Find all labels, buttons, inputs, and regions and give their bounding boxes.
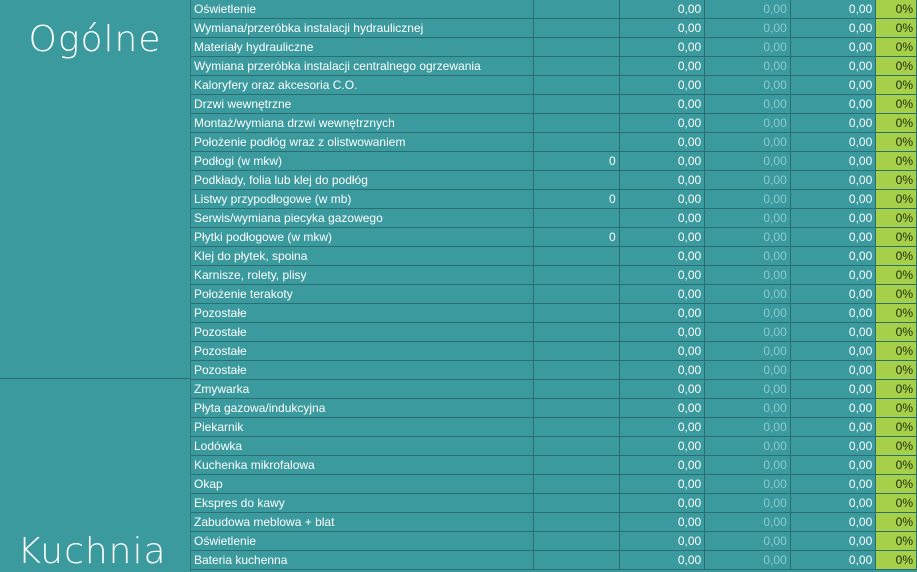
value-cell[interactable]: 0,00	[790, 494, 876, 513]
quantity-cell[interactable]: 0	[534, 228, 620, 247]
table-row	[191, 304, 917, 323]
table-row	[191, 152, 917, 171]
table-row	[191, 323, 917, 342]
percent-cell[interactable]: 0%	[876, 437, 917, 456]
item-name-cell[interactable]: Karnisze, rolety, plisy	[191, 266, 534, 285]
item-name-cell[interactable]: Materiały hydrauliczne	[191, 38, 534, 57]
percent-cell[interactable]: 0%	[876, 285, 917, 304]
item-name-cell[interactable]: Pozostałe	[191, 323, 534, 342]
value-cell[interactable]: 0,00	[790, 171, 876, 190]
quantity-cell[interactable]	[534, 380, 620, 399]
quantity-cell[interactable]	[534, 209, 620, 228]
value-cell[interactable]: 0,00	[705, 0, 791, 19]
section-label-ogolne: Ogólne	[28, 19, 162, 60]
value-cell[interactable]: 0,00	[705, 266, 791, 285]
value-cell[interactable]: 0,00	[705, 304, 791, 323]
value-cell[interactable]: 0,00	[705, 57, 791, 76]
percent-cell[interactable]: 0%	[876, 304, 917, 323]
value-cell[interactable]: 0,00	[705, 494, 791, 513]
value-cell[interactable]: 0,00	[619, 304, 705, 323]
item-name-cell[interactable]: Montaż/wymiana drzwi wewnętrznych	[191, 114, 534, 133]
value-cell[interactable]: 0,00	[619, 342, 705, 361]
value-cell[interactable]: 0,00	[705, 437, 791, 456]
quantity-cell[interactable]	[534, 171, 620, 190]
value-cell[interactable]: 0,00	[705, 532, 791, 551]
value-cell[interactable]: 0,00	[790, 228, 876, 247]
percent-cell[interactable]: 0%	[876, 551, 917, 570]
percent-cell[interactable]: 0%	[876, 76, 917, 95]
value-cell[interactable]: 0,00	[790, 323, 876, 342]
value-cell[interactable]: 0,00	[619, 399, 705, 418]
cost-table-body	[191, 0, 917, 570]
table-row	[191, 551, 917, 570]
percent-cell[interactable]: 0%	[876, 57, 917, 76]
value-cell[interactable]: 0,00	[705, 190, 791, 209]
table-row	[191, 209, 917, 228]
percent-cell[interactable]: 0%	[876, 513, 917, 532]
item-name-cell[interactable]: Płyta gazowa/indukcyjna	[191, 399, 534, 418]
percent-cell[interactable]: 0%	[876, 95, 917, 114]
value-cell[interactable]: 0,00	[619, 475, 705, 494]
value-cell[interactable]: 0,00	[619, 152, 705, 171]
percent-cell[interactable]: 0%	[876, 247, 917, 266]
item-name-cell[interactable]: Pozostałe	[191, 342, 534, 361]
item-name-cell[interactable]: Piekarnik	[191, 418, 534, 437]
value-cell[interactable]: 0,00	[619, 532, 705, 551]
item-name-cell[interactable]: Płytki podłogowe (w mkw)	[191, 228, 534, 247]
item-name-cell[interactable]: Wymiana/przeróbka instalacji hydraulicznej	[191, 19, 534, 38]
percent-cell[interactable]: 0%	[876, 19, 917, 38]
percent-cell[interactable]: 0%	[876, 0, 917, 19]
percent-cell[interactable]: 0%	[876, 171, 917, 190]
item-name-cell[interactable]: Pozostałe	[191, 304, 534, 323]
value-cell[interactable]: 0,00	[705, 76, 791, 95]
item-name-cell[interactable]: Serwis/wymiana piecyka gazowego	[191, 209, 534, 228]
value-cell[interactable]: 0,00	[619, 228, 705, 247]
table-row	[191, 513, 917, 532]
value-cell[interactable]: 0,00	[790, 266, 876, 285]
value-cell[interactable]: 0,00	[705, 247, 791, 266]
value-cell[interactable]: 0,00	[790, 0, 876, 19]
value-cell[interactable]: 0,00	[619, 76, 705, 95]
value-cell[interactable]: 0,00	[619, 95, 705, 114]
table-row	[191, 437, 917, 456]
item-name-cell[interactable]: Kaloryfery oraz akcesoria C.O.	[191, 76, 534, 95]
value-cell[interactable]: 0,00	[705, 342, 791, 361]
percent-cell[interactable]: 0%	[876, 152, 917, 171]
table-row	[191, 57, 917, 76]
value-cell[interactable]: 0,00	[619, 247, 705, 266]
percent-cell[interactable]: 0%	[876, 38, 917, 57]
percent-cell[interactable]: 0%	[876, 228, 917, 247]
table-row	[191, 95, 917, 114]
value-cell[interactable]: 0,00	[705, 38, 791, 57]
value-cell[interactable]: 0,00	[790, 152, 876, 171]
percent-cell[interactable]: 0%	[876, 456, 917, 475]
section-divider	[0, 378, 191, 379]
value-cell[interactable]: 0,00	[790, 532, 876, 551]
value-cell[interactable]: 0,00	[790, 57, 876, 76]
value-cell[interactable]: 0,00	[705, 551, 791, 570]
percent-cell[interactable]: 0%	[876, 114, 917, 133]
value-cell[interactable]: 0,00	[705, 228, 791, 247]
percent-cell[interactable]: 0%	[876, 380, 917, 399]
table-row	[191, 171, 917, 190]
percent-cell[interactable]: 0%	[876, 323, 917, 342]
value-cell[interactable]: 0,00	[705, 209, 791, 228]
value-cell[interactable]: 0,00	[705, 380, 791, 399]
quantity-cell[interactable]	[534, 399, 620, 418]
value-cell[interactable]: 0,00	[705, 361, 791, 380]
value-cell[interactable]: 0,00	[705, 399, 791, 418]
value-cell[interactable]: 0,00	[619, 551, 705, 570]
item-name-cell[interactable]: Listwy przypodłogowe (w mb)	[191, 190, 534, 209]
value-cell[interactable]: 0,00	[619, 437, 705, 456]
value-cell[interactable]: 0,00	[619, 19, 705, 38]
item-name-cell[interactable]: Ekspres do kawy	[191, 494, 534, 513]
item-name-cell[interactable]: Lodówka	[191, 437, 534, 456]
percent-cell[interactable]: 0%	[876, 190, 917, 209]
quantity-cell[interactable]	[534, 266, 620, 285]
quantity-cell[interactable]	[534, 19, 620, 38]
value-cell[interactable]: 0,00	[705, 456, 791, 475]
table-row	[191, 228, 917, 247]
item-name-cell[interactable]: Położenie terakoty	[191, 285, 534, 304]
table-row	[191, 361, 917, 380]
value-cell[interactable]: 0,00	[619, 190, 705, 209]
table-row	[191, 532, 917, 551]
table-row	[191, 456, 917, 475]
value-cell[interactable]: 0,00	[790, 475, 876, 494]
quantity-cell[interactable]	[534, 285, 620, 304]
value-cell[interactable]: 0,00	[705, 152, 791, 171]
value-cell[interactable]: 0,00	[790, 133, 876, 152]
quantity-cell[interactable]	[534, 133, 620, 152]
value-cell[interactable]: 0,00	[619, 285, 705, 304]
item-name-cell[interactable]: Okap	[191, 475, 534, 494]
quantity-cell[interactable]	[534, 532, 620, 551]
value-cell[interactable]: 0,00	[619, 57, 705, 76]
value-cell[interactable]: 0,00	[619, 266, 705, 285]
item-name-cell[interactable]: Położenie podłóg wraz z olistwowaniem	[191, 133, 534, 152]
value-cell[interactable]: 0,00	[790, 304, 876, 323]
value-cell[interactable]: 0,00	[705, 171, 791, 190]
value-cell[interactable]: 0,00	[705, 19, 791, 38]
quantity-cell[interactable]: 0	[534, 152, 620, 171]
percent-cell[interactable]: 0%	[876, 399, 917, 418]
quantity-cell[interactable]	[534, 304, 620, 323]
item-name-cell[interactable]: Drzwi wewnętrzne	[191, 95, 534, 114]
item-name-cell[interactable]: Pozostałe	[191, 361, 534, 380]
value-cell[interactable]: 0,00	[705, 418, 791, 437]
value-cell[interactable]: 0,00	[790, 418, 876, 437]
quantity-cell[interactable]	[534, 38, 620, 57]
value-cell[interactable]: 0,00	[619, 209, 705, 228]
item-name-cell[interactable]: Bateria kuchenna	[191, 551, 534, 570]
percent-cell[interactable]: 0%	[876, 342, 917, 361]
cost-table	[191, 0, 917, 570]
quantity-cell[interactable]	[534, 247, 620, 266]
item-name-cell[interactable]: Podkłady, folia lub klej do podłóg	[191, 171, 534, 190]
table-row	[191, 133, 917, 152]
value-cell[interactable]: 0,00	[790, 114, 876, 133]
value-cell[interactable]: 0,00	[619, 418, 705, 437]
value-cell[interactable]: 0,00	[790, 399, 876, 418]
percent-cell[interactable]: 0%	[876, 133, 917, 152]
section-label-kuchnia: Kuchnia	[17, 531, 167, 572]
value-cell[interactable]: 0,00	[790, 95, 876, 114]
percent-cell[interactable]: 0%	[876, 532, 917, 551]
quantity-cell[interactable]	[534, 323, 620, 342]
table-row	[191, 285, 917, 304]
value-cell[interactable]: 0,00	[790, 361, 876, 380]
value-cell[interactable]: 0,00	[705, 475, 791, 494]
value-cell[interactable]: 0,00	[705, 513, 791, 532]
percent-cell[interactable]: 0%	[876, 418, 917, 437]
quantity-cell[interactable]: 0	[534, 190, 620, 209]
value-cell[interactable]: 0,00	[790, 380, 876, 399]
item-name-cell[interactable]: Wymiana przeróbka instalacji centralnego ogrzewania	[191, 57, 534, 76]
percent-cell[interactable]: 0%	[876, 209, 917, 228]
value-cell[interactable]: 0,00	[619, 361, 705, 380]
quantity-cell[interactable]	[534, 456, 620, 475]
value-cell[interactable]: 0,00	[619, 456, 705, 475]
value-cell[interactable]: 0,00	[790, 209, 876, 228]
quantity-cell[interactable]	[534, 418, 620, 437]
table-row	[191, 190, 917, 209]
quantity-cell[interactable]	[534, 494, 620, 513]
quantity-cell[interactable]	[534, 342, 620, 361]
value-cell[interactable]: 0,00	[619, 0, 705, 19]
value-cell[interactable]: 0,00	[705, 285, 791, 304]
value-cell[interactable]: 0,00	[790, 190, 876, 209]
item-name-cell[interactable]: Oświetlenie	[191, 532, 534, 551]
value-cell[interactable]: 0,00	[705, 114, 791, 133]
value-cell[interactable]: 0,00	[790, 19, 876, 38]
value-cell[interactable]: 0,00	[790, 513, 876, 532]
table-row	[191, 0, 917, 19]
value-cell[interactable]: 0,00	[619, 323, 705, 342]
quantity-cell[interactable]	[534, 437, 620, 456]
quantity-cell[interactable]	[534, 114, 620, 133]
value-cell[interactable]: 0,00	[705, 133, 791, 152]
quantity-cell[interactable]	[534, 513, 620, 532]
quantity-cell[interactable]	[534, 475, 620, 494]
percent-cell[interactable]: 0%	[876, 361, 917, 380]
value-cell[interactable]: 0,00	[619, 380, 705, 399]
table-row	[191, 247, 917, 266]
value-cell[interactable]: 0,00	[619, 513, 705, 532]
value-cell[interactable]: 0,00	[619, 171, 705, 190]
item-name-cell[interactable]: Oświetlenie	[191, 0, 534, 19]
value-cell[interactable]: 0,00	[619, 494, 705, 513]
table-row	[191, 494, 917, 513]
percent-cell[interactable]: 0%	[876, 475, 917, 494]
value-cell[interactable]: 0,00	[790, 38, 876, 57]
value-cell[interactable]: 0,00	[790, 76, 876, 95]
quantity-cell[interactable]	[534, 0, 620, 19]
value-cell[interactable]: 0,00	[619, 114, 705, 133]
table-row	[191, 342, 917, 361]
value-cell[interactable]: 0,00	[619, 38, 705, 57]
quantity-cell[interactable]	[534, 57, 620, 76]
value-cell[interactable]: 0,00	[790, 247, 876, 266]
item-name-cell[interactable]: Podłogi (w mkw)	[191, 152, 534, 171]
value-cell[interactable]: 0,00	[790, 456, 876, 475]
item-name-cell[interactable]: Zabudowa meblowa + blat	[191, 513, 534, 532]
table-row	[191, 418, 917, 437]
table-row	[191, 399, 917, 418]
quantity-cell[interactable]	[534, 76, 620, 95]
value-cell[interactable]: 0,00	[790, 285, 876, 304]
value-cell[interactable]: 0,00	[619, 133, 705, 152]
quantity-cell[interactable]	[534, 95, 620, 114]
value-cell[interactable]: 0,00	[705, 323, 791, 342]
table-row	[191, 38, 917, 57]
value-cell[interactable]: 0,00	[790, 437, 876, 456]
table-row	[191, 475, 917, 494]
table-row	[191, 19, 917, 38]
table-row	[191, 114, 917, 133]
quantity-cell[interactable]	[534, 551, 620, 570]
table-row	[191, 266, 917, 285]
value-cell[interactable]: 0,00	[790, 551, 876, 570]
item-name-cell[interactable]: Kuchenka mikrofalowa	[191, 456, 534, 475]
percent-cell[interactable]: 0%	[876, 266, 917, 285]
percent-cell[interactable]: 0%	[876, 494, 917, 513]
value-cell[interactable]: 0,00	[790, 342, 876, 361]
item-name-cell[interactable]: Klej do płytek, spoina	[191, 247, 534, 266]
quantity-cell[interactable]	[534, 361, 620, 380]
table-row	[191, 380, 917, 399]
value-cell[interactable]: 0,00	[705, 95, 791, 114]
table-row	[191, 76, 917, 95]
item-name-cell[interactable]: Zmywarka	[191, 380, 534, 399]
